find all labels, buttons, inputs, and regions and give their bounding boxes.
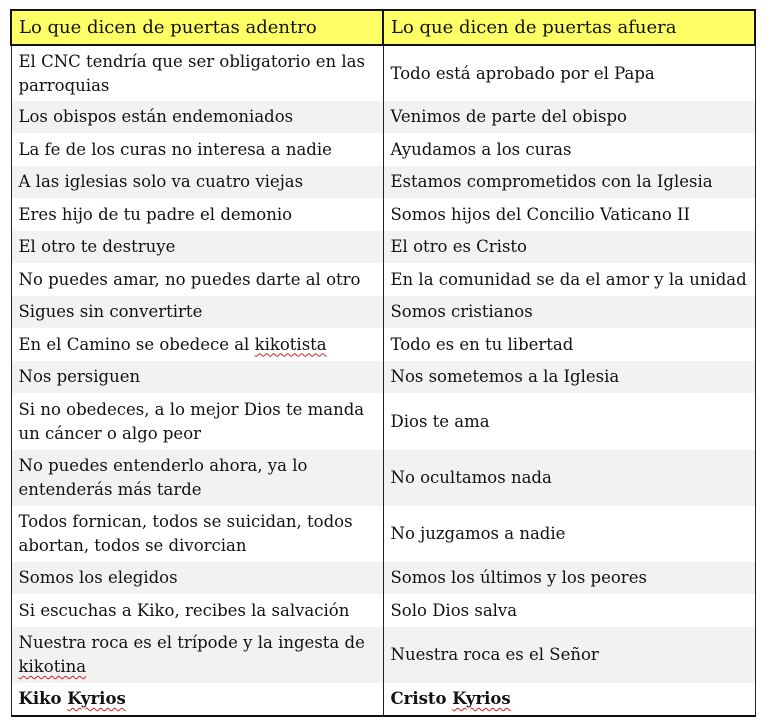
table-row xyxy=(11,231,755,263)
table-row xyxy=(11,393,755,450)
header-row xyxy=(11,10,755,45)
spellcheck-word: Kyrios xyxy=(452,689,511,708)
cell-inside: Sigues sin convertirte xyxy=(11,296,383,328)
cell-text: Cristo xyxy=(390,689,453,708)
cell-inside: A las iglesias solo va cuatro viejas xyxy=(11,166,383,198)
cell-outside: Venimos de parte del obispo xyxy=(383,101,755,133)
header-outside: Lo que dicen de puertas afuera xyxy=(383,10,755,45)
cell-inside: Eres hijo de tu padre el demonio xyxy=(11,198,383,231)
cell-outside: Nuestra roca es el Señor xyxy=(383,627,755,683)
cell-outside: Somos los últimos y los peores xyxy=(383,562,755,594)
table-row xyxy=(11,45,755,101)
cell-inside: Nos persiguen xyxy=(11,361,383,393)
cell-outside: Somos cristianos xyxy=(383,296,755,328)
table-row xyxy=(11,450,755,506)
cell-outside: No juzgamos a nadie xyxy=(383,506,755,562)
cell-inside: La fe de los curas no interesa a nadie xyxy=(11,133,383,166)
cell-inside: Los obispos están endemoniados xyxy=(11,101,383,133)
table-row xyxy=(11,198,755,231)
cell-inside xyxy=(11,683,383,716)
cell-inside: No puedes amar, no puedes darte al otro xyxy=(11,263,383,296)
cell-inside: El CNC tendría que ser obligatorio en las parroquias xyxy=(11,45,383,101)
table-row xyxy=(11,133,755,166)
table-row xyxy=(11,263,755,296)
cell-text: En el Camino se obedece al xyxy=(18,334,255,354)
cell-outside: Todo está aprobado por el Papa xyxy=(383,45,755,101)
table-row xyxy=(11,166,755,198)
cell-outside xyxy=(383,683,755,716)
cell-outside: Todo es en tu libertad xyxy=(383,328,755,361)
cell-text: Nuestra roca es el trípode y la ingesta de xyxy=(18,633,365,652)
cell-inside: No puedes entenderlo ahora, ya lo entenderás más tarde xyxy=(11,450,383,506)
table-row xyxy=(11,296,755,328)
table-row xyxy=(11,506,755,562)
cell-outside: Dios te ama xyxy=(383,393,755,450)
cell-outside: Nos sometemos a la Iglesia xyxy=(383,361,755,393)
table-row xyxy=(11,361,755,393)
cell-inside: Si escuchas a Kiko, recibes la salvación xyxy=(11,594,383,627)
cell-inside xyxy=(11,328,383,361)
cell-outside: Somos hijos del Concilio Vaticano II xyxy=(383,198,755,231)
cell-inside: El otro te destruye xyxy=(11,231,383,263)
table-row xyxy=(11,627,755,683)
table-row xyxy=(11,101,755,133)
table-row xyxy=(11,562,755,594)
spellcheck-word: kikotina xyxy=(18,657,87,676)
header-inside: Lo que dicen de puertas adentro xyxy=(11,10,383,45)
cell-inside xyxy=(11,627,383,683)
comparison-table xyxy=(10,9,756,717)
cell-outside: Estamos comprometidos con la Iglesia xyxy=(383,166,755,198)
cell-text: Kiko xyxy=(18,689,68,708)
cell-outside: Ayudamos a los curas xyxy=(383,133,755,166)
spellcheck-word: Kyrios xyxy=(67,689,126,708)
cell-outside: No ocultamos nada xyxy=(383,450,755,506)
table-row xyxy=(11,683,755,716)
table-row xyxy=(11,328,755,361)
cell-outside: El otro es Cristo xyxy=(383,231,755,263)
spellcheck-word: kikotista xyxy=(254,334,327,354)
cell-inside: Todos fornican, todos se suicidan, todos abortan, todos se divorcian xyxy=(11,506,383,562)
cell-inside: Si no obedeces, a lo mejor Dios te manda un cáncer o algo peor xyxy=(11,393,383,450)
cell-outside: En la comunidad se da el amor y la unidad xyxy=(383,263,755,296)
cell-outside: Solo Dios salva xyxy=(383,594,755,627)
table-row xyxy=(11,594,755,627)
cell-inside: Somos los elegidos xyxy=(11,562,383,594)
